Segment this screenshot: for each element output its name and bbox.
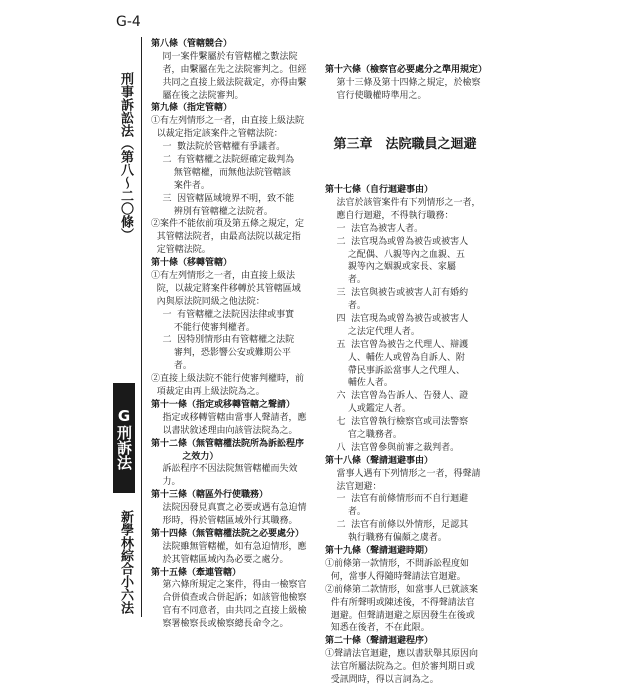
section-tab: G刑訴法 xyxy=(113,383,135,493)
article-text-line: 三 因管轄區域境界不明，致不能 xyxy=(151,193,295,204)
book-title: 新學林綜合小六法 xyxy=(118,510,133,614)
article-text-line: 八 法官曾參與前審之裁判者。 xyxy=(325,442,460,453)
article-text-line: 一 法官有前條情形而不自行迴避 xyxy=(325,494,469,505)
article-heading: 第二十條（聲請迴避程序） xyxy=(325,636,434,647)
article-text-line: 三 法官與被告或被害人訂有婚約 xyxy=(325,288,469,299)
article-text-line: 之法定代理人者。 xyxy=(325,326,420,337)
article-heading: 第十條（移轉管轄） xyxy=(151,258,233,269)
article-text-line: 執行職務有偏頗之虞者。 xyxy=(325,533,447,544)
article-heading: 第十四條（無管轄權法院之必要處分） xyxy=(151,528,305,539)
article-text-line: 六 法官曾為告訴人、告發人、證 xyxy=(325,391,469,402)
article-text-line: 辨別有管轄權之法院者。 xyxy=(151,206,273,217)
article-text-line: 之配偶、八親等內之血親、五 xyxy=(325,249,465,260)
article-text-line: 以裁定指定該案件之管轄法院： xyxy=(151,129,283,140)
page-number: G-4 xyxy=(116,14,141,30)
article-heading: 第八條（管轄競合） xyxy=(151,39,233,49)
article-text-line: 力。 xyxy=(151,477,181,488)
article-text-line: 同一案件繫屬於有管轄權之數法院 xyxy=(151,51,298,62)
article-heading: 第十一條（指定或移轉管轄之聲請） xyxy=(151,399,296,410)
article-text-line: 者。 xyxy=(325,507,366,518)
article-text-line: 受訊問時，得以言詞為之。 xyxy=(325,674,439,685)
article-text-line: 官行使職權時準用之。 xyxy=(325,90,427,101)
article-text-line: 法官於該管案件有下列情形之一者， xyxy=(325,198,481,208)
article-text-line: 件有所聲明或陳述後，不得聲請法官 xyxy=(325,597,475,608)
article-text-line: ①有左列情形之一者，由直接上級法院 xyxy=(151,116,305,127)
article-text-line: 者。 xyxy=(325,275,366,286)
article-text-line: 第十三條及第十四條之規定，於檢察 xyxy=(325,77,481,88)
article-text-line: 無管轄權，而無他法院管轄該 xyxy=(151,167,291,178)
article-text-line: 者，由繫屬在先之法院審判之。但經 xyxy=(151,64,307,75)
article-heading: 第十八條（聲請迴避事由） xyxy=(325,455,434,466)
article-text-line: 知悉在後者，不在此限。 xyxy=(325,623,430,634)
article-heading: 第十三條（轄區外行使職務） xyxy=(151,490,269,501)
article-text-line: 應自行迴避，不得執行職務： xyxy=(325,210,454,221)
article-text-line: 法官所屬法院為之。但於審判期日或 xyxy=(325,662,475,673)
article-text-line: 迴避。但聲請迴避之原因發生在後或 xyxy=(325,610,475,621)
article-text-line: 官之職務者。 xyxy=(325,430,402,441)
article-text-line: 一 數法院於管轄權有爭議者。 xyxy=(151,142,286,153)
article-text-line: 訴訟程序不因法院無管轄權而失效 xyxy=(151,464,298,475)
article-text-line: 項裁定由再上級法院為之。 xyxy=(151,387,265,398)
article-text-line: 親等內之姻親或家長、家屬 xyxy=(325,262,456,273)
article-text-line: 一 有管轄權之法院因法律或事實 xyxy=(151,309,295,320)
article-text-line: 內與原法院同級之他法院： xyxy=(151,296,265,307)
article-heading: 之效力） xyxy=(151,451,219,462)
article-text-line: 五 法官曾為被告之代理人、辯護 xyxy=(325,339,469,350)
article-text-line: 者。 xyxy=(151,361,192,372)
article-text-line: 官有不同意者，由共同之直接上級檢 xyxy=(151,606,307,617)
article-text-line: 法院雖無管轄權，如有急迫情形，應 xyxy=(151,541,307,552)
code-title: 刑事訴訟法（第八～二〇條） xyxy=(118,72,133,241)
article-text-line: 形時，得於管轄區域外行其職務。 xyxy=(151,515,298,526)
article-text-line: 於其管轄區域內為必要之處分。 xyxy=(151,554,289,565)
article-text-line: 其管轄法院者，由最高法院以裁定指 xyxy=(151,232,301,243)
left-column xyxy=(151,38,311,631)
article-text-line: 以書狀敘述理由向該管法院為之。 xyxy=(151,425,298,436)
article-text-line: ①聲請法官迴避，應以書狀舉其原因向 xyxy=(325,649,479,660)
article-text-line: 屬在後之法院審判。 xyxy=(151,90,244,101)
article-heading: 第十六條（檢察官必要處分之準用規定） xyxy=(325,64,488,75)
article-text-line: 輔佐人者。 xyxy=(325,378,393,389)
article-text-line: ②案件不能依前項及第五條之規定，定 xyxy=(151,219,305,230)
article-heading: 第十九條（聲請迴避時期） xyxy=(325,546,434,557)
article-text-line: 帶民事訴訟當事人之代理人、 xyxy=(325,365,465,376)
article-text-line: 二 法官現為或曾為被告或被害人 xyxy=(325,236,469,247)
article-text-line: ②直接上級法院不能行使審判權時，前 xyxy=(151,374,305,385)
margin-divider xyxy=(141,37,142,617)
article-text-line: 院，以裁定將案件移轉於其管轄區域 xyxy=(151,283,301,294)
article-text-line: 合併偵查或合併起訴；如該管他檢察 xyxy=(151,593,307,604)
article-text-line: 人或鑑定人者。 xyxy=(325,404,411,415)
article-text-line: 何，當事人得隨時聲請法官迴避。 xyxy=(325,571,466,582)
article-text-line: ②前條第二款情形，如當事人已就該案 xyxy=(325,584,479,595)
article-text-line: 不能行使審判權者。 xyxy=(151,322,255,333)
article-text-line: 案件者。 xyxy=(151,180,210,191)
article-text-line: 指定或移轉管轄由當事人聲請者，應 xyxy=(151,412,307,423)
article-text-line: ①前條第一款情形，不問訴訟程度如 xyxy=(325,558,470,569)
right-column xyxy=(325,38,488,700)
article-text-line: 一 法官為被害人者。 xyxy=(325,223,424,234)
article-text-line: 二 法官有前條以外情形，足認其 xyxy=(325,520,469,531)
article-text-line: 審判，恐影響公安或難期公平 xyxy=(151,348,291,359)
article-text-line: 第六條所規定之案件，得由一檢察官 xyxy=(151,580,307,591)
article-text-line: 察署檢察長或檢察總長命令之。 xyxy=(151,619,289,630)
chapter-heading: 第三章 法院職員之迴避 xyxy=(333,137,477,153)
article-heading: 第十七條（自行迴避事由） xyxy=(325,185,434,196)
article-heading: 第十二條（無管轄權法院所為訴訟程序 xyxy=(151,438,305,449)
article-text-line: 法院因發見真實之必要或遇有急迫情 xyxy=(151,503,307,514)
article-text-line: 法官迴避： xyxy=(325,481,382,492)
article-text-line: 二 因特別情形由有管轄權之法院 xyxy=(151,335,295,346)
article-text-line: 定管轄法院。 xyxy=(151,245,211,256)
article-text-line: 人、輔佐人或曾為自訴人、附 xyxy=(325,352,465,363)
article-text-line: 共同之直接上級法院裁定，亦得由繫 xyxy=(151,77,307,88)
article-text-line: 七 法官曾執行檢察官或司法警察 xyxy=(325,417,469,428)
article-text-line: 四 法官現為或曾為被告或被害人 xyxy=(325,314,469,325)
article-text-line: ①有左列情形之一者，由直接上級法 xyxy=(151,271,296,282)
article-text-line: 當事人遇有下列情形之一者，得聲請 xyxy=(325,468,481,479)
article-heading: 第十五條（牽連管轄） xyxy=(151,567,242,578)
article-heading: 第九條（指定管轄） xyxy=(151,103,233,114)
article-text-line: 二 有管轄權之法院經確定裁判為 xyxy=(151,155,295,166)
article-text-line: 者。 xyxy=(325,301,366,312)
